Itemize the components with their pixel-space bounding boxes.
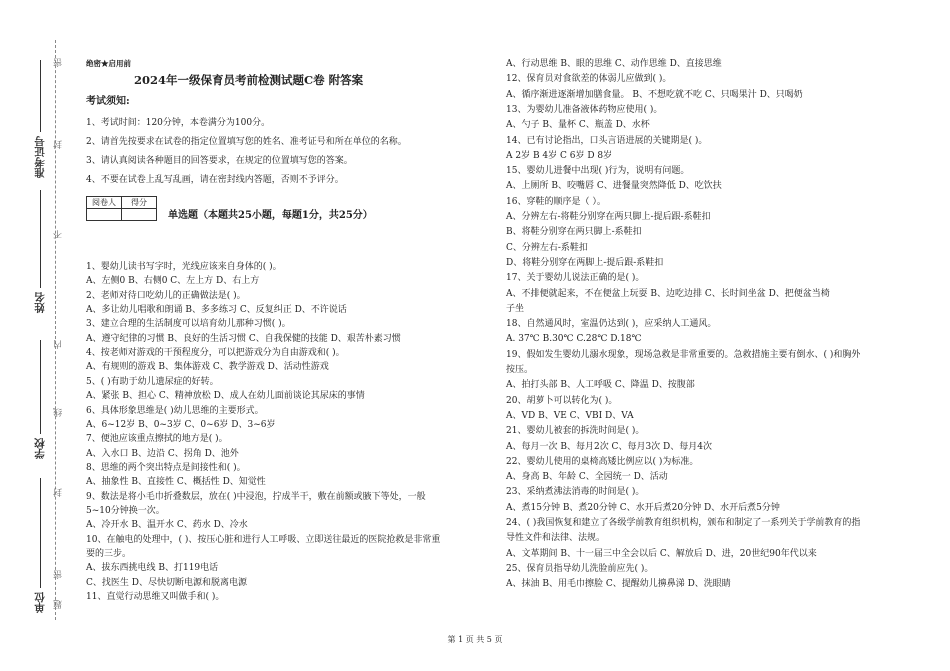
exam-title: 2024年一级保育员考前检测试题C卷 附答案 xyxy=(134,73,364,87)
name-label: 姓名 xyxy=(34,292,46,313)
secret-mark: 绝密★启用前 xyxy=(86,59,131,68)
question-line: 10、在触电的处理中，( )、按压心脏和进行人工呼吸、立即送往最近的医院抢救是非常重 xyxy=(86,534,441,545)
question-line: 22、婴幼儿使用的桌椅高矮比例应以( )为标准。 xyxy=(506,456,699,467)
question-line: A、有规则的游戏 B、集体游戏 C、教学游戏 D、活动性游戏 xyxy=(86,362,329,373)
question-line: A、左侧0 B、右侧0 C、左上方 D、右上方 xyxy=(86,276,260,287)
question-line: A、勺子 B、量杯 C、瓶盖 D、水杯 xyxy=(506,120,650,131)
exam-no-label: 准考证号 xyxy=(34,136,46,178)
question-line: 24、( )我国恢复和建立了各级学前教育组织机构，颁布和制定了一系列关于学前教育的指 xyxy=(506,518,861,528)
question-line: A、抹油 B、用毛巾擦脸 C、提醒幼儿擤鼻涕 D、洗眼睛 xyxy=(506,579,731,590)
question-line: 13、为婴幼儿准备液体药物应使用( )。 xyxy=(506,104,663,115)
score-cell[interactable] xyxy=(122,209,157,221)
question-line: 9、数法是将小毛巾折叠数层，放在( )中浸泡，拧成半干，敷在前额或腋下等处，一般 xyxy=(86,491,426,502)
question-line: A、不排便就起来，不在便盆上玩耍 B、边吃边排 C、长时间坐盆 D、把便盆当椅 xyxy=(506,288,830,299)
question-line: 要的三步。 xyxy=(86,549,132,559)
question-line: A、6~12岁 B、0~3岁 C、0~6岁 D、3~6岁 xyxy=(86,419,276,430)
question-line: 导性文件和法律、法规。 xyxy=(506,533,606,544)
question-line: A、煮15分钟 B、煮20分钟 C、水开后煮20分钟 D、水开后煮5分钟 xyxy=(506,502,780,513)
seal-mark: 密 xyxy=(54,58,64,67)
question-line: 17、关于婴幼儿说法正确的是( )。 xyxy=(506,273,645,284)
question-line: 6、具体形象思维是( )幼儿思维的主要形式。 xyxy=(86,405,264,416)
question-line: D、将鞋分别穿在两脚上-提后跟-系鞋扣 xyxy=(506,257,664,268)
score-box xyxy=(86,196,157,221)
question-line: A、多让幼儿唱歌和朗诵 B、多多练习 C、反复纠正 D、不许说话 xyxy=(86,305,347,316)
name-underline xyxy=(40,190,41,288)
school-underline xyxy=(40,340,41,434)
question-line: A、拔东西挑电线 B、打119电话 xyxy=(86,563,219,574)
question-line: C、分辨左右-系鞋扣 xyxy=(506,242,588,253)
question-line: B、将鞋分别穿在两只脚上-系鞋扣 xyxy=(506,227,642,238)
question-line: 1、婴幼儿读书写字时，光线应该来自身体的( )。 xyxy=(86,262,282,272)
binding-dashed-line xyxy=(55,40,56,620)
question-line: 8、思维的两个突出特点是间接性和( )。 xyxy=(86,462,246,473)
notice-item: 1、考试时间：120分钟，本卷满分为100分。 xyxy=(86,118,271,128)
question-line: 4、按老师对游戏的干预程度分，可以把游戏分为自由游戏和( )。 xyxy=(86,348,345,359)
reviewer-header: 阅卷人 xyxy=(87,197,122,209)
question-line: 20、胡萝卜可以转化为( )。 xyxy=(506,395,618,406)
seal-mark: 题 xyxy=(54,600,64,609)
unit-underline xyxy=(40,478,41,588)
question-line: A、每月一次 B、每月2次 C、每月3次 D、每月4次 xyxy=(506,441,712,452)
question-line: 子坐 xyxy=(506,303,525,314)
exam-no-underline xyxy=(40,60,41,132)
seal-mark: 封 xyxy=(54,488,64,497)
question-line: 11、直觉行动思维又叫做手和( )。 xyxy=(86,592,225,603)
seal-mark: 内 xyxy=(54,340,64,349)
question-line: A、抽象性 B、直接性 C、概括性 D、知觉性 xyxy=(86,477,266,488)
unit-label: 单位 xyxy=(34,592,46,613)
question-line: A、分辨左右-将鞋分别穿在两只脚上-提后跟-系鞋扣 xyxy=(506,212,711,222)
score-header: 得分 xyxy=(122,197,157,209)
school-label: 学校 xyxy=(34,438,46,459)
question-line: 18、自然通风时，室温仍达到( )，应采纳人工通风。 xyxy=(506,319,717,330)
question-line: 12、保育员对食欲差的体弱儿应做到( )。 xyxy=(506,74,672,85)
notice-item: 4、不要在试卷上乱写乱画，请在密封线内答题，否则不予评分。 xyxy=(86,175,344,185)
reviewer-cell[interactable] xyxy=(87,209,122,221)
section-heading: 单选题（本题共25小题，每题1分，共25分） xyxy=(168,210,373,221)
question-line: 14、已有讨论指出，口头言语进展的关键期是( )。 xyxy=(506,135,708,146)
question-line: 15、婴幼儿进餐中出现( )行为，说明有问题。 xyxy=(506,166,690,177)
seal-mark: 封 xyxy=(54,140,64,149)
question-line: 5~10分钟换一次。 xyxy=(86,505,165,516)
question-line: A、身高 B、年龄 C、全园统一 D、活动 xyxy=(506,472,668,483)
notice-item: 3、请认真阅读各种题目的回答要求，在规定的位置填写您的答案。 xyxy=(86,156,353,166)
question-line: 21、婴幼儿被套的拆洗时间是( )。 xyxy=(506,426,645,437)
question-line: 按压。 xyxy=(506,365,534,375)
question-line: A、紧张 B、担心 C、精神放松 D、成人在幼儿面前谈论其尿床的事情 xyxy=(86,391,365,402)
question-line: A、文革期间 B、十一届三中全会以后 C、解放后 D、进，20世纪90年代以来 xyxy=(506,548,817,559)
question-line: A. 37℃ B.30℃ C.28℃ D.18℃ xyxy=(506,334,642,345)
question-line: C、找医生 D、尽快切断电源和脱离电源 xyxy=(86,577,247,588)
question-line: 3、建立合理的生活制度可以培育幼儿那种习惯( )。 xyxy=(86,319,291,330)
question-line: A、行动思维 B、眼的思维 C、动作思维 D、直接思维 xyxy=(506,59,722,69)
question-line: A、上厕所 B、咬嘴唇 C、进餐量突然降低 D、吃饮扶 xyxy=(506,181,722,192)
question-line: 2、老师对待口吃幼儿的正确做法是( )。 xyxy=(86,290,246,301)
seal-mark: 不 xyxy=(54,230,64,239)
question-line: A、冷开水 B、温开水 C、药水 D、冷水 xyxy=(86,520,248,531)
question-line: A、入水口 B、边沿 C、拐角 D、池外 xyxy=(86,448,239,459)
question-line: A、遵守纪律的习惯 B、良好的生活习惯 C、自我保健的技能 D、艰苦朴素习惯 xyxy=(86,333,401,344)
seal-mark: 密 xyxy=(54,570,64,579)
question-line: 7、便池应该重点擦拭的地方是( )。 xyxy=(86,434,228,445)
question-line: 16、穿鞋的顺序是（ ）。 xyxy=(506,196,606,207)
question-line: 23、采纳煮沸法消毒的时间是( )。 xyxy=(506,487,645,498)
question-line: A、循序渐进逐渐增加膳食量。 B、不想吃就不吃 C、只喝果汁 D、只喝奶 xyxy=(506,89,803,100)
seal-mark: 线 xyxy=(54,408,64,417)
question-line: A、VD B、VE C、VBI D、VA xyxy=(506,410,634,421)
notice-item: 2、请首先按要求在试卷的指定位置填写您的姓名、准考证号和所在单位的名称。 xyxy=(86,137,407,147)
question-line: A 2岁 B 4岁 C 6岁 D 8岁 xyxy=(506,150,613,161)
page-footer: 第 1 页 共 5 页 xyxy=(447,635,503,644)
question-line: A、拍打头部 B、人工呼吸 C、降温 D、按腹部 xyxy=(506,380,695,391)
question-line: 25、保育员指导幼儿洗脸前应先( )。 xyxy=(506,563,654,574)
notice-heading: 考试须知: xyxy=(86,96,130,107)
question-line: 5、( )有助于幼儿遗尿症的好转。 xyxy=(86,376,219,387)
question-line: 19、假如发生婴幼儿溺水现象，现场急救是非常重要的。急救措施主要有倒水、( )和胸外 xyxy=(506,349,861,360)
